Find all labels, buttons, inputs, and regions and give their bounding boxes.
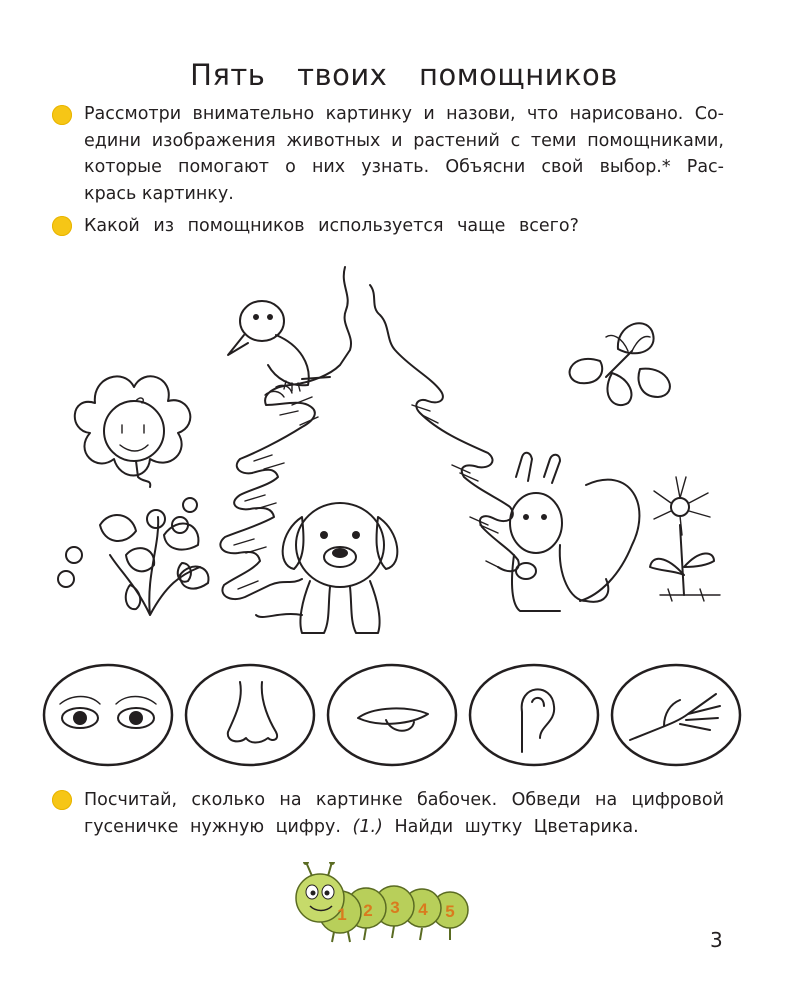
bullet-task-3 <box>52 790 72 810</box>
flower-face <box>75 376 191 487</box>
task-1-text <box>84 101 724 207</box>
task-3-line-2 <box>84 814 724 841</box>
squirrel <box>510 453 639 611</box>
butterfly <box>570 323 670 405</box>
task-2-text <box>84 213 724 240</box>
helper-nose[interactable] <box>186 665 314 765</box>
page-title: Пять твоих помощников <box>190 58 618 92</box>
task-3-line-2b: Найди шутку Цветарика. <box>394 816 639 837</box>
helper-ear[interactable] <box>470 665 598 765</box>
dog <box>256 503 397 633</box>
task-3-line-2a: гусеничке нужную цифру. <box>84 816 341 837</box>
page-number: 3 <box>710 928 723 952</box>
helpers-row <box>40 662 780 772</box>
caterpillar-digit-4[interactable]: 4 <box>418 900 428 919</box>
caterpillar-digit-1[interactable]: 1 <box>337 905 347 924</box>
figure-reference: (1.) <box>352 816 383 837</box>
helper-hand[interactable] <box>612 665 740 765</box>
caterpillar-body <box>296 862 468 942</box>
task-3-text <box>84 787 724 840</box>
bullet-task-2 <box>52 216 72 236</box>
number-caterpillar <box>292 862 482 952</box>
caterpillar-digit-2[interactable]: 2 <box>363 901 373 920</box>
helper-mouth[interactable] <box>328 665 456 765</box>
bullet-task-1 <box>52 105 72 125</box>
strawberry-plant <box>58 498 208 615</box>
task-2-line-1: Какой из помощников используется чаще всего? <box>84 216 579 236</box>
task-1-line-3: которые помогают о них узнать. Объясни свой выбор.* Рас- <box>84 157 724 177</box>
task-1-line-2: едини изображения животных и растений с теми помощниками, <box>84 130 724 151</box>
caterpillar-digit-3[interactable]: 3 <box>390 898 400 917</box>
fir-tree <box>220 267 518 599</box>
crow <box>228 301 330 391</box>
task-1-line-1: Рассмотри внимательно картинку и назови, что нарисовано. Со- <box>84 104 724 124</box>
caterpillar-digit-5[interactable]: 5 <box>445 902 455 921</box>
task-1-line-4: крась картинку. <box>84 183 234 204</box>
daisy <box>650 477 720 601</box>
helper-eyes[interactable] <box>44 665 172 765</box>
task-3-line-1: Посчитай, сколько на картинке бабочек. Обведи на цифровой <box>84 790 724 810</box>
main-illustration <box>40 255 730 645</box>
